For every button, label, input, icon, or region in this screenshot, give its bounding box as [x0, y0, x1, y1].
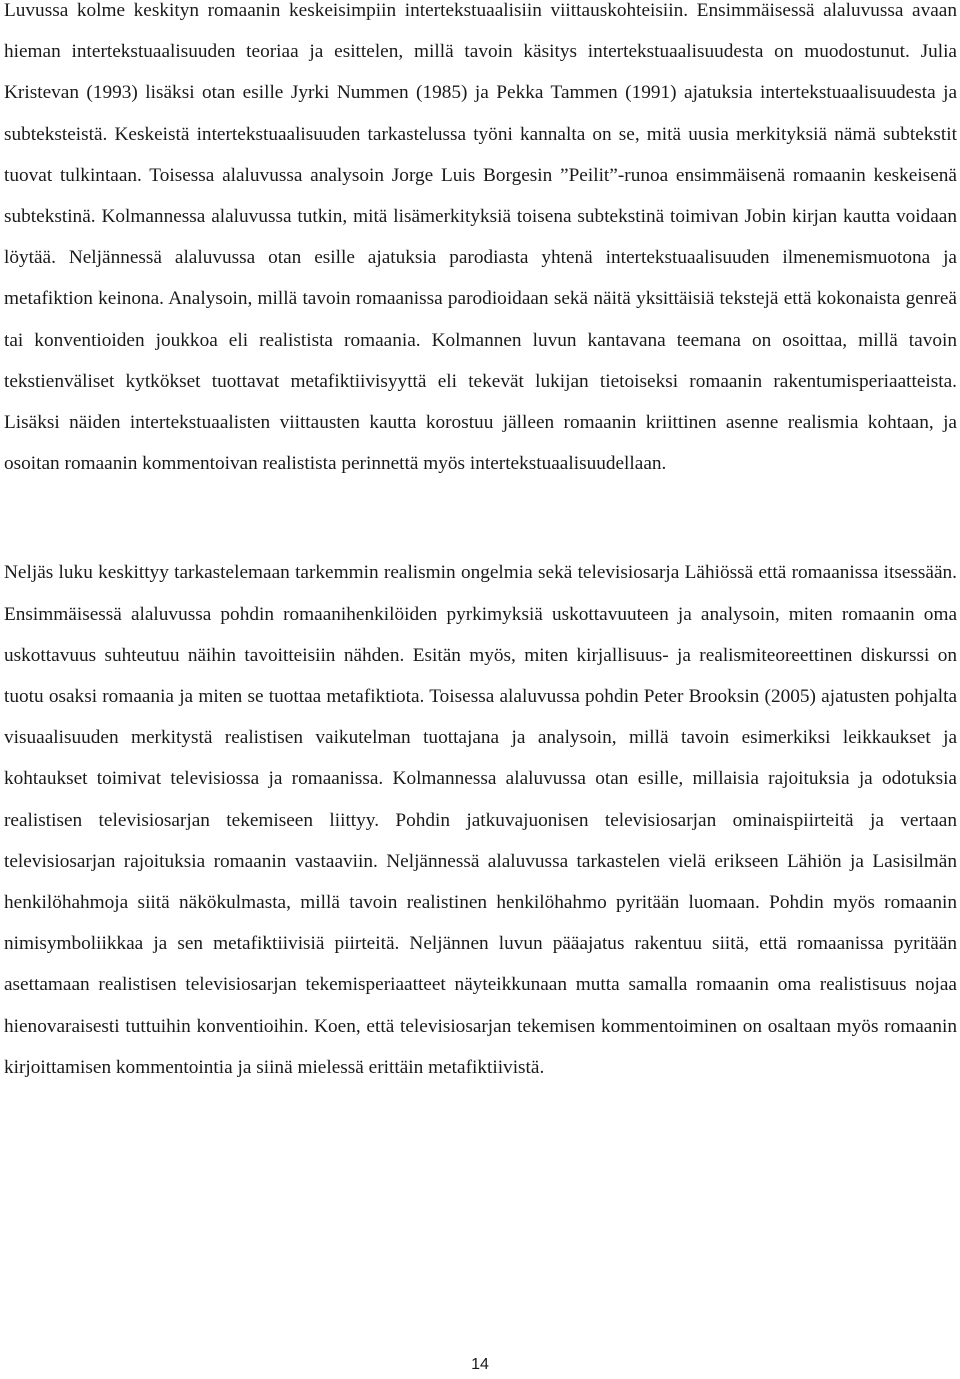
page-number: 14 — [471, 1356, 489, 1373]
body-paragraph-chapter-three-summary: Luvussa kolme keskityn romaanin keskeisimpiin intertekstuaalisiin viittauskohteisiin. Ensimmäisessä alaluvussa avaan hieman intertekstuaalisuuden teoriaa ja esittelen, millä tavoin käsitys intertekstuaalisuudesta on muodostunut. Julia Kristevan (1993) lisäksi otan esille Jyrki Nummen (1985) ja Pekka Tammen (1991) ajatuksia intertekstuaalisuudesta ja subteksteistä. Keskeistä intertekstuaalisuuden tarkastelussa työni kannalta on se, mitä uusia merkityksiä nämä subtekstit tuovat tulkintaan. Toisessa alaluvussa analysoin Jorge Luis Borgesin ”Peilit”-runoa ensimmäisenä romaanin keskeisenä subtekstinä. Kolmannessa alaluvussa tutkin, mitä lisämerkityksiä toisena subtekstinä toimivan Jobin kirjan kautta voidaan löytää. Neljännessä alaluvussa otan esille ajatuksia parodiasta yhtenä intertekstuaalisuuden ilmenemismuotona ja metafiktion keinona. Analysoin, millä tavoin romaanissa parodioidaan sekä näitä yksittäisiä tekstejä että kokonaista genreä tai konventioiden joukkoa eli realistista romaania. Kolmannen luvun kantavana teemana on osoittaa, millä tavoin tekstienväliset kytkökset tuottavat metafiktiivisyyttä eli tekevät lukijan tietoiseksi romaanin rakentumisperiaatteista. Lisäksi näiden intertekstuaalisten viittausten kautta korostuu jälleen romaanin kriittinen asenne realismia kohtaan, ja osoitan romaanin kommentoivan realistista perinnettä myös intertekstuaalisuudellaan. — [4, 0, 957, 475]
body-paragraph-chapter-four-summary: Neljäs luku keskittyy tarkastelemaan tarkemmin realismin ongelmia sekä televisiosarja Lähiössä että romaanissa itsessään. Ensimmäisessä alaluvussa pohdin romaanihenkilöiden pyrkimyksiä uskottavuuteen ja analysoin, miten romaanin oma uskottavuus suhteutuu näihin tavoitteisiin nähden. Esitän myös, miten kirjallisuus- ja realismiteoreettinen diskurssi on tuotu osaksi romaania ja miten se tuottaa metafiktiota. Toisessa alaluvussa pohdin Peter Brooksin (2005) ajatusten pohjalta visuaalisuuden merkitystä realistisen vaikutelman tuottajana ja analysoin, millä tavoin esimerkiksi leikkaukset ja kohtaukset toimivat televisiossa ja romaanissa. Kolmannessa alaluvussa otan esille, millaisia rajoituksia ja odotuksia realistisen televisiosarjan tekemiseen liittyy. Pohdin jatkuvajuonisen televisiosarjan ominaispiirteitä ja vertaan televisiosarjan rajoituksia romaanin vastaaviin. Neljännessä alaluvussa tarkastelen vielä erikseen Lähiön ja Lasisilmän henkilöhahmoja siitä näkökulmasta, millä tavoin realistinen henkilöhahmo pyritään luomaan. Pohdin myös romaanin nimisymboliikkaa ja sen metafiktiivisiä piirteitä. Neljännen luvun pääajatus rakentuu siitä, että romaanissa pyritään asettamaan realistisen televisiosarjan tekemisperiaatteet näyteikkunaan mutta samalla romaanin oma realistisuus nojaa hienovaraisesti tuttuihin konventioihin. Koen, että televisiosarjan tekemisen kommentoiminen on osaltaan myös romaanin kirjoittamisen kommentointia ja siinä mielessä erittäin metafiktiivistä. — [4, 562, 957, 1078]
document-page — [4, 0, 957, 1088]
